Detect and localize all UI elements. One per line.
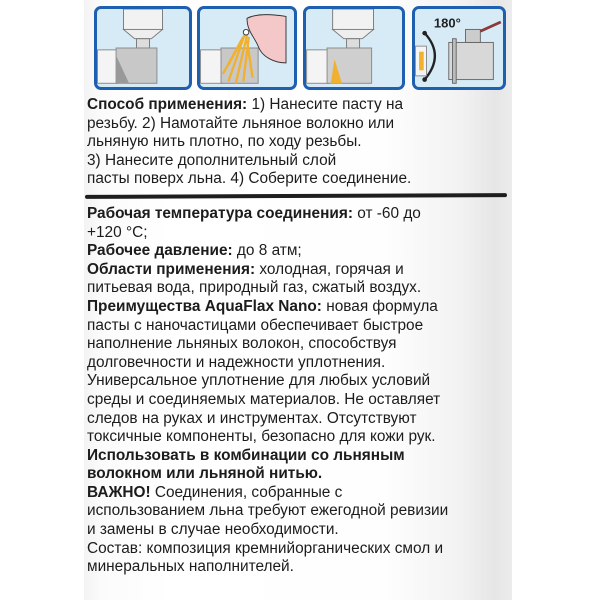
paste-over-flax-icon xyxy=(306,9,402,87)
usage-line-3: льняную нить плотно, по ходу резьбы. xyxy=(87,133,362,151)
paste-tube-thread-icon xyxy=(97,9,189,87)
section-divider xyxy=(85,193,507,199)
composition-line-2: минеральных наполнителей. xyxy=(87,558,294,576)
label-text xyxy=(87,96,505,577)
usage-line-5: пасты поверх льна. 4) Соберите соединение. xyxy=(87,170,412,188)
temperature-line-2: +120 °С; xyxy=(87,223,148,241)
pictogram-wind-flax xyxy=(197,6,297,90)
areas-line-1: Области применения: холодная, горячая и xyxy=(87,260,404,278)
advantages-line-5: Универсальное уплотнение для любых условий xyxy=(87,372,431,390)
important-label: ВАЖНО! xyxy=(87,483,151,501)
temperature-line-1: Рабочая температура соединения: от -60 до xyxy=(87,204,421,222)
pictogram-apply-paste xyxy=(94,6,192,90)
pictogram-assemble-joint xyxy=(412,6,506,90)
important-line-3: и замены в случае необходимости. xyxy=(87,521,339,539)
combination-line-2: волокном или льняной нитью. xyxy=(87,465,323,483)
advantages-line-6: среды и соединяемых материалов. Не оставляет xyxy=(87,390,441,408)
temperature-label: Рабочая температура соединения: xyxy=(87,204,353,222)
advantages-line-1: Преимущества AquaFlax Nano: новая формула xyxy=(87,297,438,315)
important-line-1: ВАЖНО! Соединения, собранные с xyxy=(87,483,343,501)
hand-flax-icon xyxy=(200,9,294,87)
areas-label: Области применения: xyxy=(87,260,256,278)
advantages-line-8: токсичные компоненты, безопасно для кожи рук. xyxy=(87,428,436,446)
valve-rotate-180-icon xyxy=(415,9,503,87)
usage-line-1: Способ применения: 1) Нанесите пасту на xyxy=(87,96,404,113)
pictogram-apply-paste-over-flax xyxy=(303,6,405,90)
advantages-line-2: пасты с наночастицами обеспечивает быстрое xyxy=(87,316,424,334)
usage-line-4: 3) Нанесите дополнительный слой xyxy=(87,151,337,169)
advantages-line-7: следов на руках и инструментах. Отсутствуют xyxy=(87,409,417,427)
advantages-line-4: долговечности и надежности уплотнения. xyxy=(87,353,386,371)
product-tube-label xyxy=(84,0,512,600)
important-line-2: использованием льна требуют ежегодной ревизии xyxy=(87,502,449,520)
advantages-line-3: наполнение льняных волокон, способствуя xyxy=(87,335,397,353)
usage-label: Способ применения: xyxy=(87,96,248,113)
pressure-line: Рабочее давление: до 8 атм; xyxy=(87,242,302,260)
svg-text:180°: 180° xyxy=(433,15,461,31)
composition-line-1: Состав: композиция кремнийорганических смол и xyxy=(87,539,444,557)
pressure-label: Рабочее давление: xyxy=(87,242,233,260)
instruction-pictograms xyxy=(94,6,506,94)
areas-line-2: питьевая вода, природный газ, сжатый воздух. xyxy=(87,279,422,297)
usage-line-2: резьбу. 2) Намотайте льняное волокно или xyxy=(87,114,395,132)
combination-line-1: Использовать в комбинации со льняным xyxy=(87,446,405,464)
advantages-label: Преимущества AquaFlax Nano: xyxy=(87,297,322,315)
